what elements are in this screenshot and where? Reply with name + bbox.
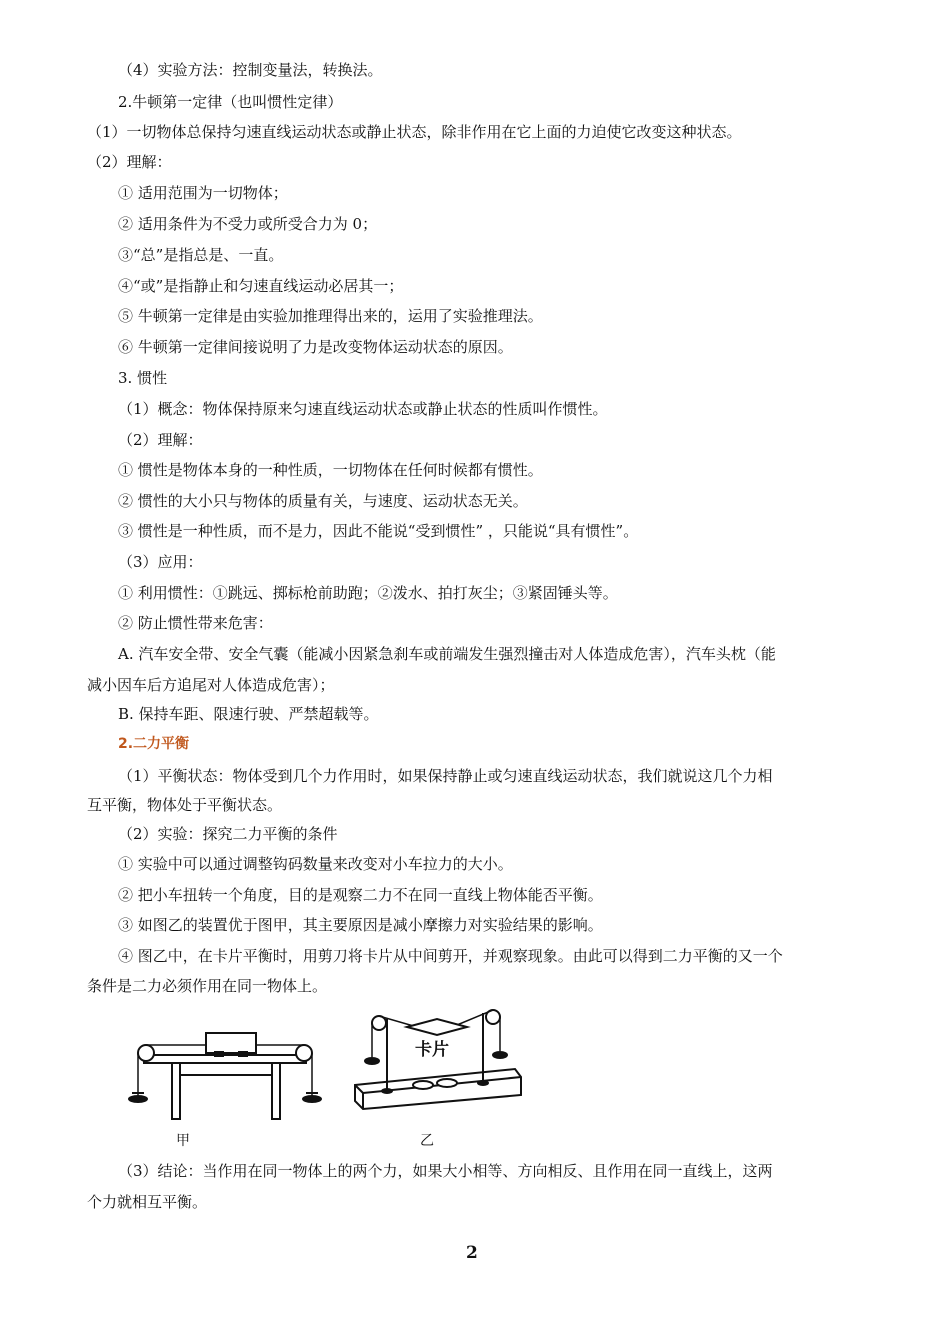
text-line: ① 适用范围为一切物体； (118, 184, 288, 202)
text-line: B. 保持车距、限速行驶、严禁超载等。 (118, 705, 379, 723)
text-line: 减小因车后方追尾对人体造成危害）； (87, 676, 335, 694)
card-label: 卡片 (415, 1040, 449, 1060)
text-line: ① 利用惯性：①跳远、掷标枪前助跑；②泼水、拍打灰尘；③紧固锤头等。 (118, 584, 618, 602)
section-heading: 2.二力平衡 (118, 736, 190, 752)
text-line: 互平衡，物体处于平衡状态。 (87, 796, 283, 814)
text-line: ④“或”是指静止和匀速直线运动必居其一； (118, 277, 404, 295)
text-line: （1）一切物体总保持匀速直线运动状态或静止状态，除非作用在它上面的力迫使它改变这种状态。 (87, 123, 742, 141)
text-line: ① 实验中可以通过调整钩码数量来改变对小车拉力的大小。 (118, 855, 513, 873)
text-line: ③ 如图乙的装置优于图甲，其主要原因是减小摩擦力对实验结果的影响。 (118, 916, 603, 934)
text-line: ③“总”是指总是、一直。 (118, 246, 284, 264)
text-line: （1）概念：物体保持原来匀速直线运动状态或静止状态的性质叫作惯性。 (118, 400, 608, 418)
text-line: （3）应用： (118, 553, 203, 571)
text-line: ② 防止惯性带来危害： (118, 614, 273, 632)
figure-caption-jia: 甲 (176, 1133, 190, 1149)
text-line: ⑥ 牛顿第一定律间接说明了力是改变物体运动状态的原因。 (118, 338, 513, 356)
section-title: 3. 惯性 (118, 369, 168, 387)
text-line: （2）理解： (118, 431, 203, 449)
text-line: ② 适用条件为不受力或所受合力为 0； (118, 215, 378, 233)
text-line: 个力就相互平衡。 (87, 1193, 208, 1211)
text-line: ④ 图乙中，在卡片平衡时，用剪刀将卡片从中间剪开，并观察现象。由此可以得到二力平衡的又一个 (118, 947, 783, 965)
text-line: ② 惯性的大小只与物体的质量有关，与速度、运动状态无关。 (118, 492, 528, 510)
text-line: 条件是二力必须作用在同一物体上。 (87, 977, 328, 995)
text-line: ③ 惯性是一种性质，而不是力，因此不能说“受到惯性” ，只能说“具有惯性”。 (118, 522, 639, 540)
figure-jia-cart-table (120, 1025, 335, 1125)
text-line: A. 汽车安全带、安全气囊（能减小因紧急刹车或前端发生强烈撞击对人体造成危害），汽车头枕（能 (118, 645, 776, 663)
section-title: 2.牛顿第一定律（也叫惯性定律） (118, 93, 343, 111)
text-line: （3）结论：当作用在同一物体上的两个力，如果大小相等、方向相反、且作用在同一直线上，这两 (118, 1162, 773, 1180)
text-line: （2）实验：探究二力平衡的条件 (118, 825, 338, 843)
text-line: （1）平衡状态：物体受到几个力作用时，如果保持静止或匀速直线运动状态，我们就说这几个力相 (118, 767, 773, 785)
text-line: （2）理解： (87, 153, 172, 171)
figure-yi-card-apparatus (345, 1005, 530, 1115)
figure-caption-yi: 乙 (420, 1133, 434, 1149)
text-line: ⑤ 牛顿第一定律是由实验加推理得出来的，运用了实验推理法。 (118, 307, 543, 325)
text-line: （4）实验方法：控制变量法，转换法。 (118, 61, 383, 79)
page-number: 2 (466, 1243, 478, 1263)
text-line: ② 把小车扭转一个角度，目的是观察二力不在同一直线上物体能否平衡。 (118, 886, 603, 904)
text-line: ① 惯性是物体本身的一种性质，一切物体在任何时候都有惯性。 (118, 461, 543, 479)
